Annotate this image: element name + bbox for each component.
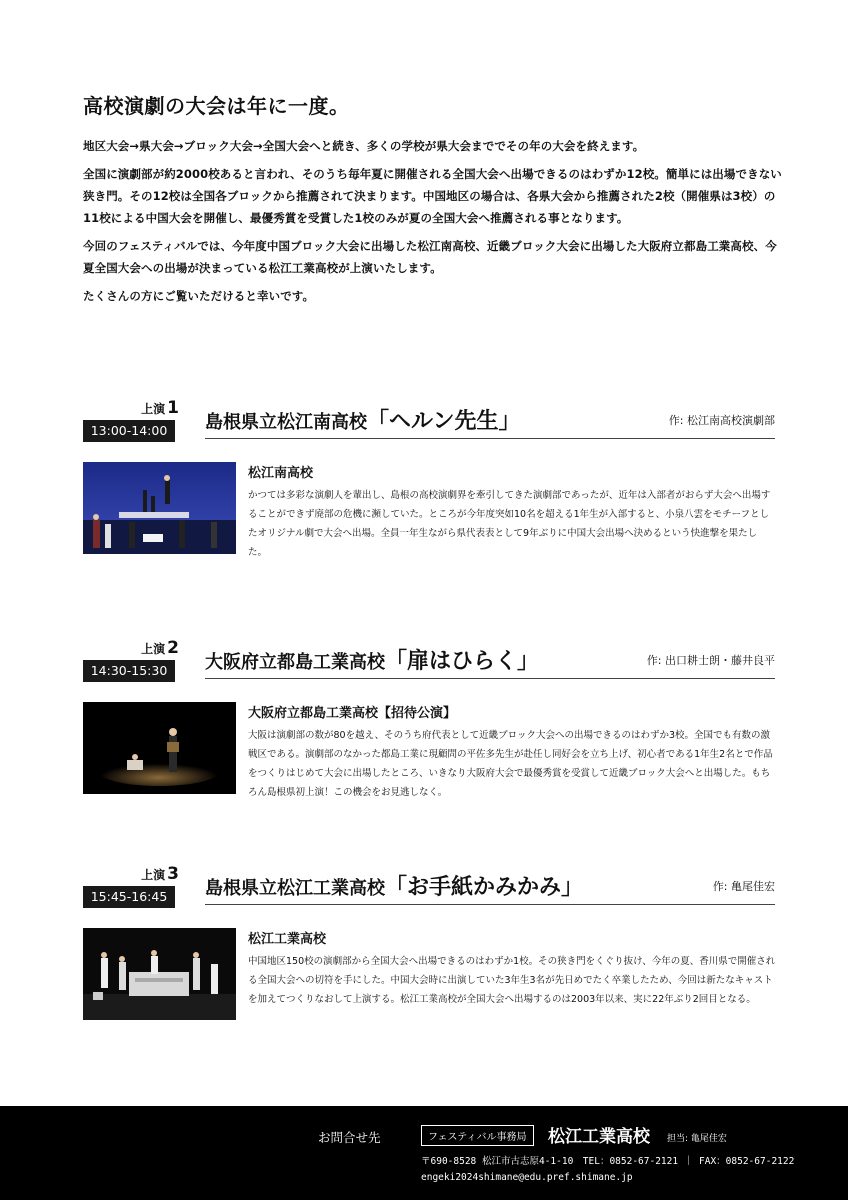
stage-photo [83, 462, 236, 554]
intro-paragraph: 地区大会→県大会→ブロック大会→全国大会へと続き、多くの学校が県大会まででその年の大会を終えます。 [83, 139, 645, 153]
performance-label-text: 上演 [141, 868, 166, 882]
performance-body [83, 702, 775, 798]
performance-description [248, 462, 776, 562]
performance-body [83, 462, 775, 558]
performance-number: 3 [167, 864, 179, 884]
author: 作: 松江南高校演劇部 [668, 414, 775, 427]
intro-paragraph: 全国に演劇部が約2000校あると言われ、そのうち毎年夏に開催される全国大会へ出場できるのはわずか12校。簡単には出場できない狭き門。その12校は全国各ブロックから推薦されて決まります。中国地区の場合は、各県大会から推薦された2校（開催県は3校）の11校による中国大会を開催し、最優秀賞を受賞した1校のみが夏の全国大会へ推薦される事となります。 [83, 167, 782, 225]
performance-label [135, 638, 179, 658]
school-name: 松江南高校 [248, 466, 314, 481]
performance-title [205, 870, 583, 901]
contact-email[interactable]: engeki2024shimane@edu.pref.shimane.jp [421, 1172, 633, 1183]
play-title: 「扉はひらく」 [385, 648, 540, 674]
school-title: 大阪府立都島工業高校 [205, 652, 385, 673]
performance-number: 2 [167, 638, 179, 658]
performance-label [135, 398, 179, 418]
intro-paragraph: 今回のフェスティバルでは、今年度中国ブロック大会に出場した松江南高校、近畿ブロック大会に出場した大阪府立都島工業高校、今夏全国大会への出場が決まっている松江工業高校が上演いたします。 [83, 239, 777, 275]
title-rule [205, 678, 775, 679]
description-text: 大阪は演劇部の数が80を越え、そのうち府代表として近畿ブロック大会への出場できるのはわずか3校。全国でも有数の激戦区である。演劇部のなかった都島工業に現顧問の平佐多先生が赴任し同好会を立ち上げ、初心者である1年生2名とで作品をつくりはじめて大会に出場したところ、いきなり大阪府大会で最優秀賞を受賞して近畿ブロック大会へと出場した。もちろん島根県初上演！この機会をお見逃しなく。 [248, 730, 773, 798]
contact-label: お問合せ先 [318, 1130, 381, 1145]
performance-title [205, 404, 520, 435]
intro-title: 高校演劇の大会は年に一度。 [83, 94, 350, 118]
author: 作: 亀尾佳宏 [712, 880, 775, 893]
author: 作: 出口耕士朗・藤井良平 [646, 654, 775, 667]
performance-number: 1 [167, 398, 179, 418]
performance-description [248, 702, 776, 802]
performance-header [83, 398, 775, 442]
office-label: フェスティバル事務局 [421, 1125, 534, 1146]
footer [0, 1106, 848, 1200]
stage-photo [83, 928, 236, 1020]
play-title: 「ヘルン先生」 [367, 408, 521, 434]
intro-paragraph: たくさんの方にご覧いただけると幸いです。 [83, 289, 315, 303]
school-name: 松江工業高校 [248, 932, 327, 947]
contact-person: 担当: 亀尾佳宏 [667, 1134, 727, 1144]
performance-title [205, 644, 539, 675]
performance-label-text: 上演 [141, 642, 166, 656]
performance-description [248, 928, 776, 1009]
play-title: 「お手紙かみかみ」 [385, 874, 584, 900]
stage-photo [83, 702, 236, 794]
school-title: 島根県立松江南高校 [205, 412, 367, 433]
performance-time: 15:45-16:45 [83, 886, 175, 908]
performance-body [83, 928, 775, 1024]
performance-header [83, 864, 775, 908]
contact-address: 〒690-8528 松江市古志原4-1-10 TEL：0852-67-2121 ｜ FAX：0852-67-2122 [421, 1156, 795, 1167]
performance-label-text: 上演 [141, 402, 166, 416]
performance-header [83, 638, 775, 682]
intro-section [83, 90, 783, 313]
title-rule [205, 904, 775, 905]
description-text: かつては多彩な演劇人を輩出し、島根の高校演劇界を牽引してきた演劇部であったが、近年は入部者がおらず大会へ出場することができず廃部の危機に瀕していた。ところが今年度突如10名を超える1年生が入部すると、小泉八雲をモチーフとしたオリジナル劇で大会へ出場。全員一年生ながら県代表表として9年ぶりに中国大会出場へ決めるという快進撃を果たした。 [248, 490, 771, 558]
performance-1 [83, 398, 775, 558]
title-rule [205, 438, 775, 439]
school-name: 大阪府立都島工業高校【招待公演】 [248, 706, 457, 721]
description-text: 中国地区150校の演劇部から全国大会へ出場できるのはわずか1校。その狭き門をくぐり抜け、今年の夏、香川県で開催される全国大会への切符を手にした。中国大会時に出演していた3年生3名が先日めでたく卒業したため、今回は新たなキャストを加えてつくりなおして上演する。松江工業高校が全国大会へ出場するのは2003年以来、実に22年ぶり2回目となる。 [248, 956, 776, 1005]
performance-2 [83, 638, 775, 798]
footer-school: 松江工業高校 [548, 1127, 650, 1147]
performance-time: 13:00-14:00 [83, 420, 175, 442]
performance-label [135, 864, 179, 884]
performance-3 [83, 864, 775, 1024]
school-title: 島根県立松江工業高校 [205, 878, 385, 899]
performance-time: 14:30-15:30 [83, 660, 175, 682]
